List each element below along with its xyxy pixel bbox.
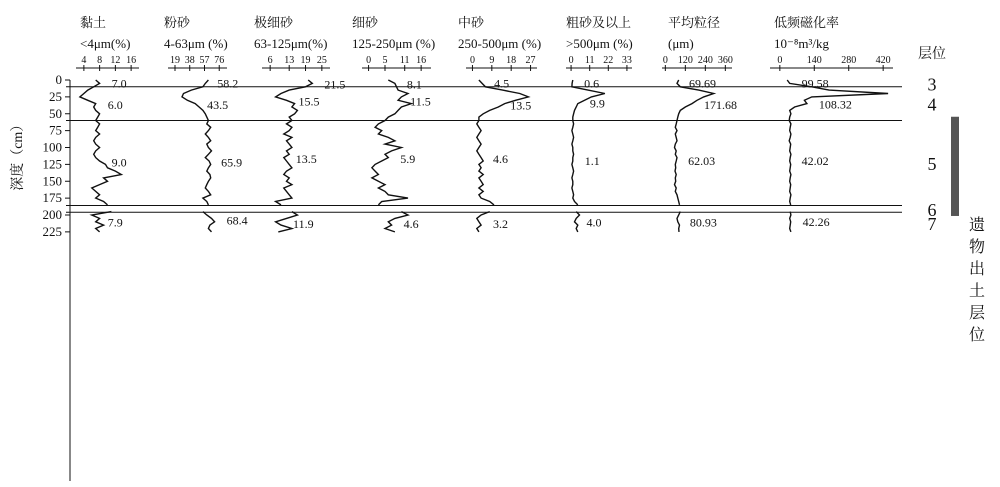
artifact-layer-char: 土 bbox=[968, 283, 986, 300]
panel-6 bbox=[566, 15, 633, 232]
panel-tick-label: 25 bbox=[316, 55, 327, 66]
panel-title: 平均粒径 bbox=[668, 15, 721, 30]
panel-tick-label: 5 bbox=[382, 55, 388, 66]
depth-tick-label: 50 bbox=[49, 105, 62, 121]
panels bbox=[76, 15, 893, 232]
value-label: 68.4 bbox=[226, 213, 248, 228]
panel-tick-label: 420 bbox=[875, 55, 891, 66]
profile-curve-lower bbox=[477, 212, 490, 232]
panel-tick-label: 16 bbox=[126, 55, 137, 66]
panel-tick-label: 11 bbox=[399, 55, 410, 66]
value-label: 15.5 bbox=[298, 94, 320, 109]
layer-header: 层位 bbox=[918, 47, 946, 62]
value-label: 4.5 bbox=[494, 76, 510, 91]
panel-unit: (μm) bbox=[668, 36, 694, 51]
value-label: 9.0 bbox=[111, 155, 127, 170]
panel-title: 极细砂 bbox=[254, 15, 294, 30]
panel-tick-label: 13 bbox=[284, 55, 295, 66]
panel-tick-label: 19 bbox=[169, 55, 180, 66]
panel-tick-label: 11 bbox=[584, 55, 595, 66]
value-label: 65.9 bbox=[221, 155, 243, 170]
depth-tick-label: 200 bbox=[42, 207, 62, 222]
panel-tick-label: 33 bbox=[621, 55, 632, 66]
value-label: 3.2 bbox=[493, 216, 509, 231]
layer-number: 5 bbox=[927, 154, 937, 175]
artifact-layer-char: 位 bbox=[968, 327, 986, 344]
value-label: 21.5 bbox=[324, 77, 346, 92]
value-label: 108.32 bbox=[818, 97, 852, 112]
depth-axis bbox=[9, 72, 70, 481]
panel-tick-label: 120 bbox=[677, 55, 693, 66]
layer-labels bbox=[918, 46, 946, 234]
panel-unit: 125-250μm (%) bbox=[352, 36, 436, 51]
artifact-layer-bracket bbox=[951, 117, 985, 344]
value-label: 0.6 bbox=[584, 76, 600, 91]
value-label: 11.9 bbox=[293, 216, 314, 231]
value-label: 171.68 bbox=[704, 97, 737, 112]
panel-title: 黏土 bbox=[80, 15, 107, 30]
value-label: 80.93 bbox=[689, 215, 717, 230]
depth-tick-label: 0 bbox=[55, 72, 62, 87]
value-label: 7.0 bbox=[111, 76, 127, 91]
artifact-layer-char: 物 bbox=[968, 239, 986, 256]
panel-tick-label: 4 bbox=[81, 55, 87, 66]
panel-tick-label: 280 bbox=[841, 55, 857, 66]
value-label: 7.9 bbox=[107, 215, 123, 230]
value-label: 9.9 bbox=[589, 96, 605, 111]
panel-tick-label: 0 bbox=[366, 55, 372, 66]
profile-curve-lower bbox=[575, 212, 580, 232]
depth-tick-label: 75 bbox=[49, 122, 62, 138]
panel-1 bbox=[76, 15, 139, 232]
panel-unit: <4μm(%) bbox=[80, 36, 131, 51]
panel-title: 粉砂 bbox=[164, 15, 191, 30]
panel-tick-label: 240 bbox=[697, 55, 713, 66]
artifact-layer-bar bbox=[951, 117, 959, 216]
panel-tick-label: 0 bbox=[568, 55, 574, 66]
panel-tick-label: 22 bbox=[603, 55, 614, 66]
depth-tick-label: 175 bbox=[42, 190, 62, 206]
panel-4 bbox=[352, 15, 435, 232]
depth-tick-label: 100 bbox=[42, 139, 62, 155]
depth-axis-title: 深度（cm） bbox=[11, 117, 26, 191]
panel-title: 粗砂及以上 bbox=[566, 15, 632, 30]
value-label: 43.5 bbox=[207, 97, 229, 112]
panel-tick-label: 38 bbox=[184, 55, 195, 66]
depth-tick-label: 225 bbox=[42, 223, 62, 239]
panel-tick-label: 0 bbox=[777, 55, 783, 66]
artifact-layer-char: 遗 bbox=[968, 217, 986, 234]
value-label: 62.03 bbox=[688, 154, 716, 168]
panel-tick-label: 9 bbox=[489, 55, 495, 66]
panel-tick-label: 16 bbox=[416, 55, 427, 66]
panel-2 bbox=[164, 15, 248, 232]
value-label: 42.26 bbox=[802, 214, 830, 229]
value-label: 69.69 bbox=[689, 76, 716, 91]
panel-tick-label: 18 bbox=[506, 55, 517, 66]
layer-number: 6 bbox=[927, 199, 937, 220]
value-label: 1.1 bbox=[584, 154, 600, 168]
value-label: 11.5 bbox=[410, 94, 431, 109]
panel-tick-label: 57 bbox=[199, 55, 210, 66]
profile-curve-lower bbox=[790, 212, 791, 232]
value-label: 58.2 bbox=[217, 76, 239, 91]
value-label: 5.9 bbox=[400, 151, 416, 166]
panel-unit: >500μm (%) bbox=[566, 36, 633, 51]
artifact-layer-char: 出 bbox=[968, 261, 986, 278]
panel-tick-label: 6 bbox=[267, 55, 273, 66]
layer-number: 7 bbox=[927, 214, 937, 235]
value-label: 8.1 bbox=[406, 77, 422, 92]
panel-tick-label: 8 bbox=[97, 55, 103, 66]
value-label: 4.6 bbox=[493, 151, 509, 166]
panel-unit: 63-125μm(%) bbox=[254, 36, 328, 51]
profile-curve-lower bbox=[203, 212, 215, 232]
panel-tick-label: 19 bbox=[300, 55, 311, 66]
depth-tick-label: 150 bbox=[42, 173, 62, 189]
layer-boundaries bbox=[66, 87, 902, 213]
panel-tick-label: 0 bbox=[469, 55, 475, 66]
panel-tick-label: 27 bbox=[525, 55, 536, 66]
panel-title: 低频磁化率 bbox=[774, 15, 840, 30]
artifact-layer-char: 层 bbox=[968, 305, 986, 322]
panel-3 bbox=[254, 15, 345, 232]
panel-5 bbox=[458, 15, 541, 232]
value-label: 42.02 bbox=[801, 154, 829, 168]
panel-title: 细砂 bbox=[352, 15, 379, 30]
panel-tick-label: 0 bbox=[662, 55, 668, 66]
panel-title: 中砂 bbox=[458, 15, 485, 30]
panel-7 bbox=[662, 15, 737, 232]
value-label: 13.5 bbox=[510, 98, 532, 113]
panel-tick-label: 360 bbox=[717, 55, 733, 66]
profile-curve bbox=[372, 80, 411, 205]
value-label: 4.0 bbox=[586, 215, 602, 230]
panel-unit: 250-500μm (%) bbox=[458, 36, 542, 51]
panel-tick-label: 140 bbox=[806, 55, 822, 66]
value-label: 13.5 bbox=[295, 151, 317, 166]
panel-unit: 10⁻⁸m³/kg bbox=[774, 36, 830, 51]
depth-tick-label: 125 bbox=[42, 156, 62, 172]
depth-tick-label: 25 bbox=[49, 88, 62, 104]
panel-unit: 4-63μm (%) bbox=[164, 36, 228, 51]
value-label: 6.0 bbox=[107, 97, 123, 112]
value-label: 99.58 bbox=[801, 76, 829, 91]
layer-number: 3 bbox=[927, 74, 937, 95]
layer-number: 4 bbox=[927, 94, 937, 115]
profile-curve-lower bbox=[677, 212, 680, 232]
panel-8 bbox=[770, 15, 893, 232]
panel-tick-label: 12 bbox=[110, 55, 121, 66]
value-label: 4.6 bbox=[403, 216, 419, 231]
panel-tick-label: 76 bbox=[214, 55, 225, 66]
